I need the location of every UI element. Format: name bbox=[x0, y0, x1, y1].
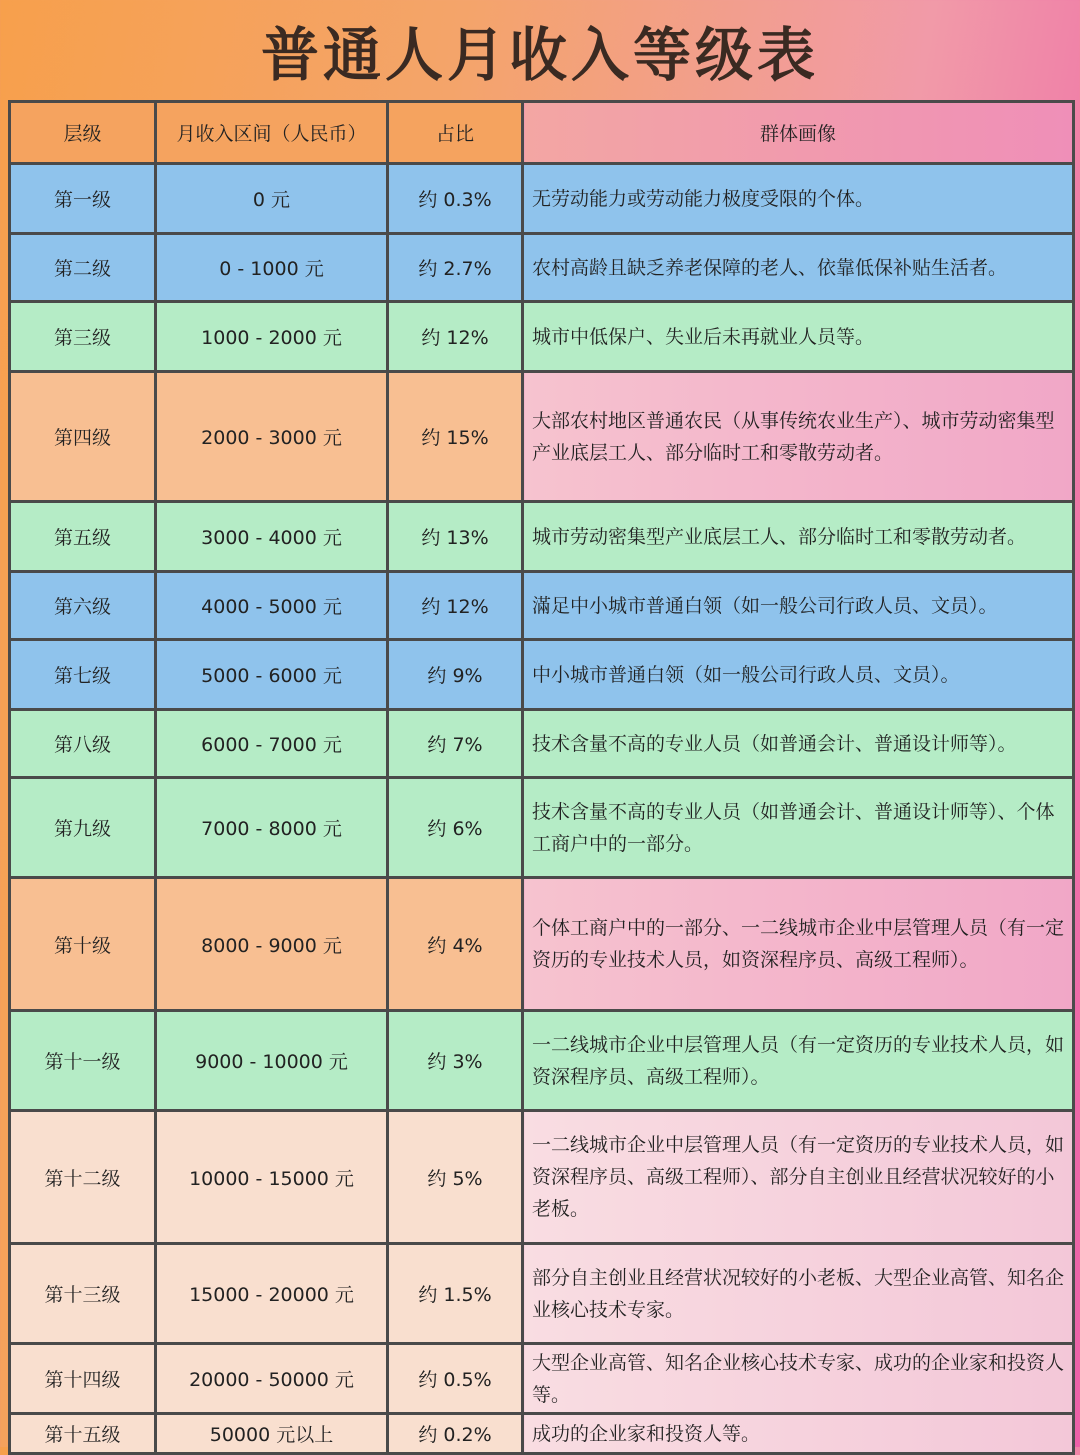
header-description: 群体画像 bbox=[523, 102, 1074, 164]
share-cell: 约 15% bbox=[388, 372, 523, 502]
range-cell: 0 元 bbox=[156, 164, 388, 234]
range-cell: 5000 - 6000 元 bbox=[156, 640, 388, 710]
description-cell: 技术含量不高的专业人员（如普通会计、普通设计师等）。 bbox=[523, 710, 1074, 778]
range-cell: 8000 - 9000 元 bbox=[156, 878, 388, 1011]
level-cell: 第十级 bbox=[10, 878, 156, 1011]
income-table bbox=[8, 100, 1075, 1455]
level-cell: 第四级 bbox=[10, 372, 156, 502]
description-cell: 农村高龄且缺乏养老保障的老人、依靠低保补贴生活者。 bbox=[523, 234, 1074, 302]
range-cell: 7000 - 8000 元 bbox=[156, 778, 388, 878]
level-cell: 第三级 bbox=[10, 302, 156, 372]
description-cell: 无劳动能力或劳动能力极度受限的个体。 bbox=[523, 164, 1074, 234]
range-cell: 4000 - 5000 元 bbox=[156, 572, 388, 640]
table-row bbox=[10, 1344, 1074, 1414]
description-cell: 一二线城市企业中层管理人员（有一定资历的专业技术人员，如资深程序员、高级工程师）、部分自主创业且经营状况较好的小老板。 bbox=[523, 1111, 1074, 1244]
share-cell: 约 5% bbox=[388, 1111, 523, 1244]
table-row bbox=[10, 502, 1074, 572]
description-cell: 部分自主创业且经营状况较好的小老板、大型企业高管、知名企业核心技术专家。 bbox=[523, 1244, 1074, 1344]
description-cell: 个体工商户中的一部分、一二线城市企业中层管理人员（有一定资历的专业技术人员，如资深程序员、高级工程师）。 bbox=[523, 878, 1074, 1011]
range-cell: 0 - 1000 元 bbox=[156, 234, 388, 302]
header-level: 层级 bbox=[10, 102, 156, 164]
table-row bbox=[10, 878, 1074, 1011]
range-cell: 20000 - 50000 元 bbox=[156, 1344, 388, 1414]
table-row bbox=[10, 1011, 1074, 1111]
share-cell: 约 0.2% bbox=[388, 1414, 523, 1454]
table-row bbox=[10, 1244, 1074, 1344]
table-row bbox=[10, 710, 1074, 778]
description-cell: 大部农村地区普通农民（从事传统农业生产）、城市劳动密集型产业底层工人、部分临时工和零散劳动者。 bbox=[523, 372, 1074, 502]
description-cell: 技术含量不高的专业人员（如普通会计、普通设计师等）、个体工商户中的一部分。 bbox=[523, 778, 1074, 878]
table-row bbox=[10, 234, 1074, 302]
range-cell: 50000 元以上 bbox=[156, 1414, 388, 1454]
share-cell: 约 12% bbox=[388, 572, 523, 640]
table-row bbox=[10, 164, 1074, 234]
table-row bbox=[10, 572, 1074, 640]
range-cell: 2000 - 3000 元 bbox=[156, 372, 388, 502]
share-cell: 约 0.5% bbox=[388, 1344, 523, 1414]
description-cell: 成功的企业家和投资人等。 bbox=[523, 1414, 1074, 1454]
share-cell: 约 6% bbox=[388, 778, 523, 878]
level-cell: 第七级 bbox=[10, 640, 156, 710]
table-row bbox=[10, 1414, 1074, 1454]
page-title: 普通人月收入等级表 bbox=[260, 21, 819, 89]
share-cell: 约 4% bbox=[388, 878, 523, 1011]
level-cell: 第二级 bbox=[10, 234, 156, 302]
header-range: 月收入区间（人民币） bbox=[156, 102, 388, 164]
level-cell: 第十三级 bbox=[10, 1244, 156, 1344]
table-row bbox=[10, 372, 1074, 502]
table-row bbox=[10, 778, 1074, 878]
table-row bbox=[10, 640, 1074, 710]
range-cell: 1000 - 2000 元 bbox=[156, 302, 388, 372]
description-cell: 城市劳动密集型产业底层工人、部分临时工和零散劳动者。 bbox=[523, 502, 1074, 572]
share-cell: 约 13% bbox=[388, 502, 523, 572]
table-header-row bbox=[10, 102, 1074, 164]
share-cell: 约 0.3% bbox=[388, 164, 523, 234]
description-cell: 城市中低保户、失业后未再就业人员等。 bbox=[523, 302, 1074, 372]
share-cell: 约 1.5% bbox=[388, 1244, 523, 1344]
description-cell: 滿足中小城市普通白领（如一般公司行政人员、文员）。 bbox=[523, 572, 1074, 640]
level-cell: 第八级 bbox=[10, 710, 156, 778]
table-row bbox=[10, 1111, 1074, 1244]
level-cell: 第五级 bbox=[10, 502, 156, 572]
share-cell: 约 7% bbox=[388, 710, 523, 778]
level-cell: 第十二级 bbox=[10, 1111, 156, 1244]
share-cell: 约 3% bbox=[388, 1011, 523, 1111]
share-cell: 约 2.7% bbox=[388, 234, 523, 302]
share-cell: 约 9% bbox=[388, 640, 523, 710]
header-share: 占比 bbox=[388, 102, 523, 164]
level-cell: 第十四级 bbox=[10, 1344, 156, 1414]
share-cell: 约 12% bbox=[388, 302, 523, 372]
level-cell: 第九级 bbox=[10, 778, 156, 878]
table-row bbox=[10, 302, 1074, 372]
range-cell: 3000 - 4000 元 bbox=[156, 502, 388, 572]
description-cell: 中小城市普通白领（如一般公司行政人员、文员）。 bbox=[523, 640, 1074, 710]
description-cell: 大型企业高管、知名企业核心技术专家、成功的企业家和投资人等。 bbox=[523, 1344, 1074, 1414]
range-cell: 6000 - 7000 元 bbox=[156, 710, 388, 778]
level-cell: 第六级 bbox=[10, 572, 156, 640]
range-cell: 10000 - 15000 元 bbox=[156, 1111, 388, 1244]
level-cell: 第十五级 bbox=[10, 1414, 156, 1454]
description-cell: 一二线城市企业中层管理人员（有一定资历的专业技术人员，如资深程序员、高级工程师）。 bbox=[523, 1011, 1074, 1111]
level-cell: 第一级 bbox=[10, 164, 156, 234]
range-cell: 15000 - 20000 元 bbox=[156, 1244, 388, 1344]
level-cell: 第十一级 bbox=[10, 1011, 156, 1111]
range-cell: 9000 - 10000 元 bbox=[156, 1011, 388, 1111]
